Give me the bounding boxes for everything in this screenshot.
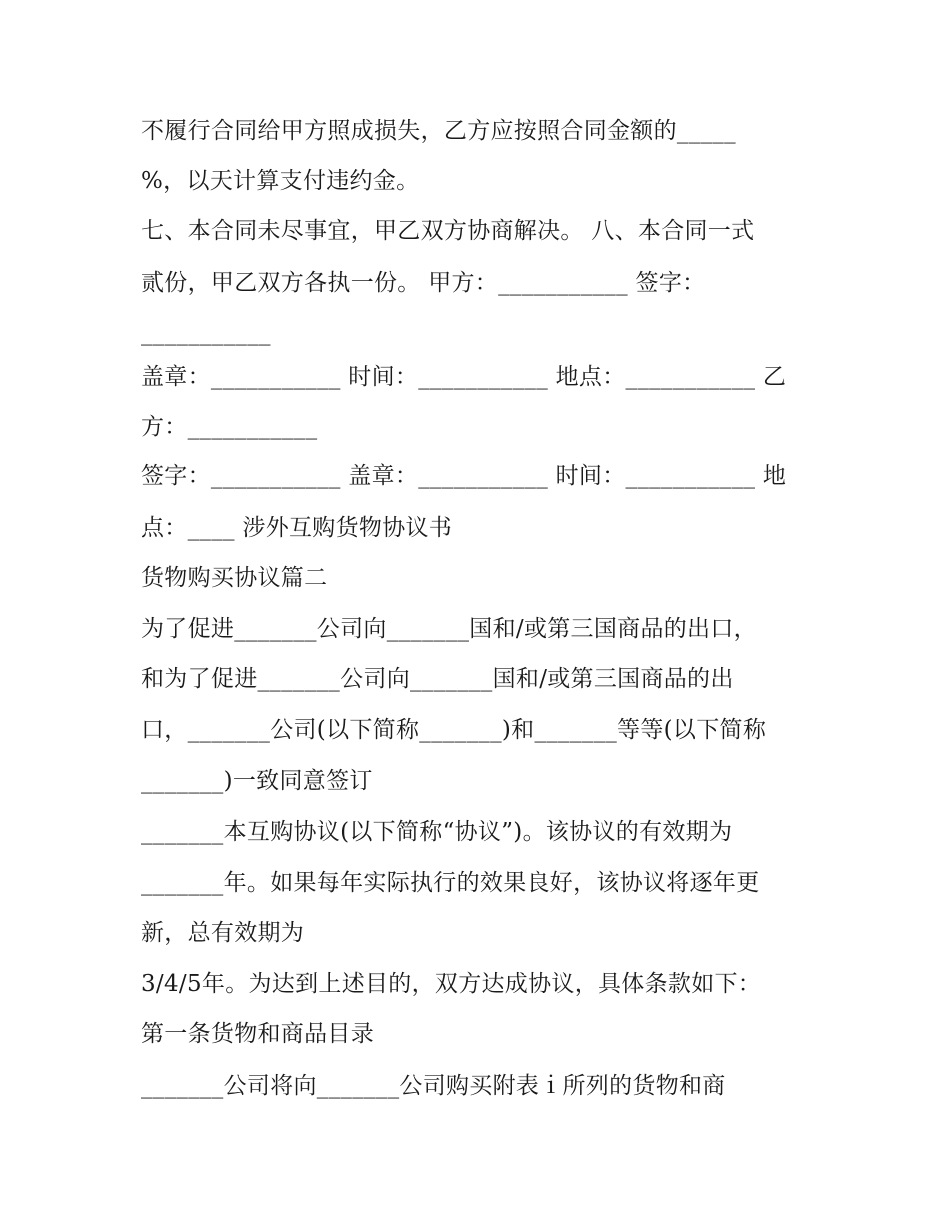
text-line: _______本互购协议(以下简称“协议”)。该协议的有效期为: [141, 819, 733, 845]
text-line: _______公司将向_______公司购买附表ｉ所列的货物和商: [141, 1073, 726, 1099]
text-line: 为了促进_______公司向_______国和/或第三国商品的出口，: [141, 616, 757, 642]
text-line: ___________: [141, 320, 271, 346]
text-line: 不履行合同给甲方照成损失，乙方应按照合同金额的_____: [141, 118, 736, 144]
text-line: 点：____ 涉外互购货物协议书: [141, 515, 453, 541]
text-line: 口，_______公司(以下简称_______)和_______等等(以下简称: [141, 717, 767, 743]
text-line: 新，总有效期为: [141, 920, 305, 946]
text-line: 七、本合同未尽事宜，甲乙双方协商解决。 八、本合同一式: [141, 218, 755, 244]
section-heading: 第一条货物和商品目录: [141, 1021, 374, 1047]
text-line: 方：___________: [141, 414, 318, 440]
text-line: 盖章：___________ 时间：___________ 地点：___________ 乙: [141, 364, 787, 390]
text-line: _______年。如果每年实际执行的效果良好，该协议将逐年更: [141, 870, 760, 896]
text-line: %，以天计算支付违约金。: [141, 168, 420, 194]
text-line: 3/4/5年。为达到上述目的，双方达成协议，具体条款如下：: [141, 971, 762, 997]
text-line: 签字：___________ 盖章：___________ 时间：___________ 地: [141, 463, 787, 489]
text-line: 贰份，甲乙双方各执一份。 甲方：___________ 签字：: [141, 270, 706, 296]
text-line: _______)一致同意签订: [141, 768, 373, 794]
section-heading: 货物购买协议篇二: [141, 565, 328, 591]
text-line: 和为了促进_______公司向_______国和/或第三国商品的出: [141, 666, 734, 692]
